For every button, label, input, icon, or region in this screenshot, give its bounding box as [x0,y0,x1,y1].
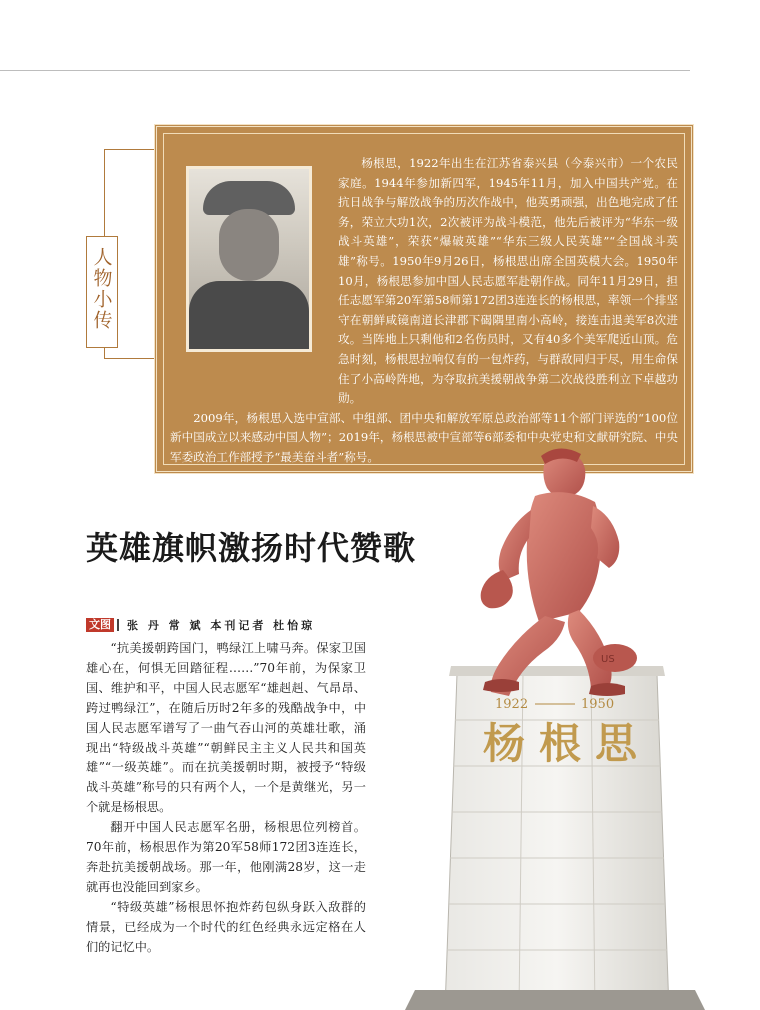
bio-paragraph-1: 杨根思，1922年出生在江苏省泰兴县（今泰兴市）一个农民家庭。1944年参加新四军，1945年11月，加入中国共产党。在抗日战争与解放战争的历次作战中，他英勇顽强，出色地完成了任务，荣立大功1次，2次被评为战斗模范，他先后被评为“华东一级战斗英雄”，荣获“爆破英雄”“华东三级人民英雄”“全国战斗英雄”称号。1950年9月26日，杨根思出席全国英模大会。1950年10月，杨根思参加中国人民志愿军赴朝作战。同年11月29日，担任志愿军第20军第58师第172团3连连长的杨根思，率领一个排坚守在朝鲜咸镜南道长津郡下碣隅里南小高岭，接连击退美军8次进攻。当阵地上只剩他和2名伤员时，又有40多个美军爬近山顶。危急时刻，杨根思拉响仅有的一包炸药，与群敌同归于尽，用生命保住了小高岭阵地，为夺取抗美援朝战争第二次战役胜利立下卓越功勋。 [338,156,678,406]
pedestal-cap [449,666,665,676]
top-rule [0,70,690,71]
sidebar-tag-label: 人物小传 [90,247,113,331]
sidebar-tag [86,236,118,348]
article-headline: 英雄旗帜激扬时代赞歌 [86,529,417,567]
body-paragraph-1: “抗美援朝跨国门，鸭绿江上啸马奔。保家卫国雄心在，何惧无回踏征程……”70年前，为保家卫国、维护和平，中国人民志愿军“雄赳赳、气昂昂、跨过鸭绿江”，在随后历时2年多的残酷战争中，中国人民志愿军谱写了一曲气吞山河的英雄壮歌，涌现出“特级战斗英雄”“朝鲜民主主义人民共和国英雄”“一级英雄”。而在抗美援朝时期，被授予“特级战斗英雄”称号的只有两个人，一个是黄继光，另一个就是杨根思。 [86,641,366,815]
byline-badge: 文图 [86,618,114,632]
monument-statue [395,420,715,1010]
byline [86,617,315,633]
svg-text:US: US [601,654,615,665]
monument-name: 杨根思 [483,719,652,768]
article-body [86,639,366,958]
soldier-figure [481,448,637,696]
bio-paragraph-2: 2009年，杨根思入选中宣部、中组部、团中央和解放军原总政治部等11个部门评选的“100位新中国成立以来感动中国人物”；2019年，杨根思被中宣部等6部委和中央党史和文献研究院、中央军委政治工作部授予“最美奋斗者”称号。 [170,410,678,464]
body-paragraph-3: “特级英雄”杨根思怀抱炸药包纵身跃入敌群的情景，已经成为一个时代的红色经典永远定格在人们的记忆中。 [86,899,366,954]
byline-authors: 张 丹 常 斌 本刊记者 杜怡琼 [127,619,316,632]
monument-year-left: 1922 [495,697,529,712]
monument-year-right: 1950 [581,697,615,712]
body-paragraph-2: 翻开中国人民志愿军名册，杨根思位列榜首。70年前，杨根思作为第20军58师172团3连连长，奔赴抗美援朝战场。那一年，他刚满28岁，这一走就再也没能回到家乡。 [86,820,366,894]
byline-separator [117,619,119,631]
base-slab [405,990,705,1010]
